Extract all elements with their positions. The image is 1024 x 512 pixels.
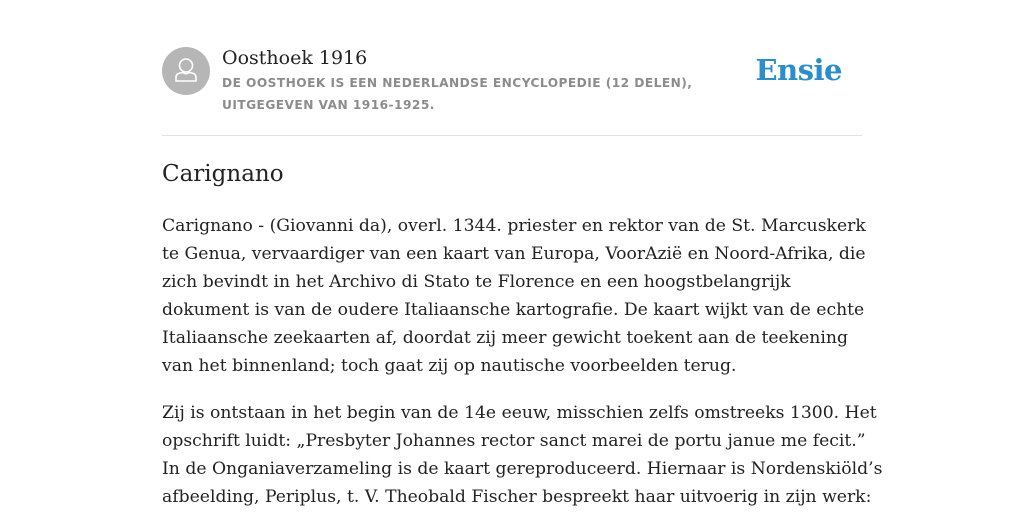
entry-body — [162, 212, 883, 512]
text-line: afbeelding, Periplus, t. V. Theobald Fischer bespreekt haar uitvoerig in zijn werk: — [162, 487, 872, 507]
text-line: In de Onganiaverzameling is de kaart gereproduceerd. Hiernaar is Nordenskiöld’s — [162, 459, 883, 479]
entry-paragraph — [162, 212, 866, 380]
text-line: Italiaansche zeekaarten af, doordat zij meer gewicht toekent aan de teekening — [162, 328, 848, 348]
text-line: van het binnenland; toch gaat zij op nautische voorbeelden terug. — [162, 356, 737, 376]
source-header — [162, 46, 862, 116]
text-line: Carignano - (Giovanni da), overl. 1344. priester en rektor van de St. Marcuskerk — [162, 216, 866, 236]
source-title[interactable]: Oosthoek 1916 — [222, 47, 368, 69]
header-divider — [162, 135, 862, 136]
entry-title: Carignano — [162, 161, 284, 187]
text-line: zich bevindt in het Archivo di Stato te Florence en een hoogstbelangrijk — [162, 272, 791, 292]
entry-paragraph — [162, 399, 883, 511]
text-line: dokument is van de oudere Italiaansche kartografie. De kaart wijkt van de echte — [162, 300, 865, 320]
brand-logo-link[interactable]: Ensie — [755, 53, 842, 87]
text-line: opschrift luidt: „Presbyter Johannes rector sanct marei de portu janue me fecit.” — [162, 431, 866, 451]
source-description: DE OOSTHOEK IS EEN NEDERLANDSE ENCYCLOPEDIE (12 DELEN), UITGEGEVEN VAN 1916-1925. — [222, 76, 693, 112]
text-line: te Genua, vervaardiger van een kaart van Europa, VoorAzië en Noord-Afrika, die — [162, 244, 866, 264]
text-line: Zij is ontstaan in het begin van de 14e eeuw, misschien zelfs omstreeks 1300. Het — [162, 403, 877, 423]
user-icon — [162, 47, 210, 95]
